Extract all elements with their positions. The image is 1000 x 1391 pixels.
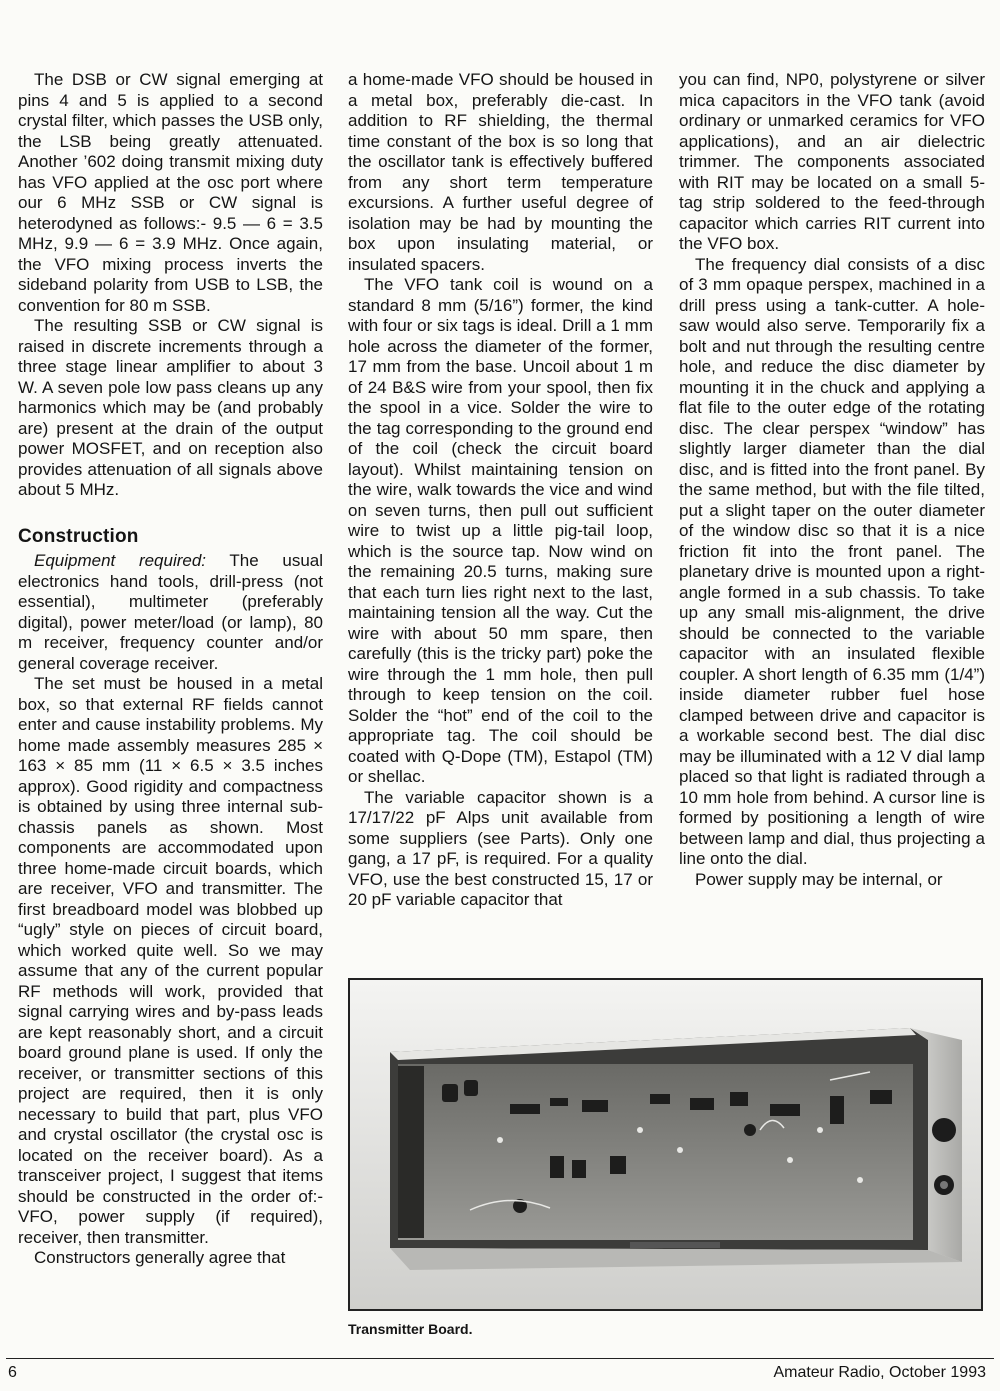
paragraph-text: The usual electronics hand tools, drill-press (not essential), multimeter (preferably digital), power meter/load (or lamp), 80 m receiver, frequency counter and/or general coverage receiver. (18, 551, 324, 673)
figure-caption: Transmitter Board. (348, 1321, 473, 1337)
paragraph: The VFO tank coil is wound on a standard 8 mm (5/16”) former, the kind with four or six tags is ideal. Drill a 1 mm hole across the diameter of the former, 17 mm from the base. Uncoil about 1 m of 24 B&S wire from your spool, then fix the spool in a vice. Solder the wire to the tag corresponding to the ground end of the coil (check the circuit board layout). Whilst maintaining tension on the wire, walk towards the vice and wind on seven turns, then pull out sufficient wire to twist up a little pig-tail loop, which is the source tap. Now wind on the remaining 20.5 turns, making sure that each turn lies right next to the last, maintaining tension all the way. Cut the wire with about 50 mm spare, then carefully (this is the tricky part) poke the wire through the 1 mm hole, then pull through to keep tension on the coil. Solder the “hot” end of the coil to the appropriate tag. The coil should be coated with Q-Dope (TM), Estapol (TM) or shellac. (348, 275, 653, 786)
footer-rule (6, 1358, 994, 1359)
column-3 (679, 70, 985, 890)
tuning-knob-icon (932, 1118, 956, 1142)
paragraph: The set must be housed in a metal box, so that external RF fields cannot enter and cause instability problems. My home made assembly measures 285 × 163 × 85 mm (11 × 6.5 × 3.5 inches approx). Good rigidity and compactness is obtained by using three internal sub-chassis panels as shown. Most components are accommodated upon three home-made circuit boards, which are receiver, VFO and transmitter. The first breadboard model was blobbed up “ugly” style on pieces of circuit board, which worked quite well. So we may assume that any of the current popular RF methods will work, provided that signal carrying wires and by-pass leads are kept reasonably short, and a circuit board ground plane is used. If only the receiver, or transmitter sections of this project are required, then it is only necessary to build that part, plus VFO and crystal oscillator (the crystal osc is located on the receiver board). As a transceiver project, I suggest that items should be constructed in the order of:- VFO, power supply (if required), receiver, then transmitter. (18, 674, 323, 1247)
lead-in: Equipment required: (34, 551, 207, 570)
paragraph (18, 551, 323, 674)
paragraph: The resulting SSB or CW signal is raised in discrete increments through a three stage linear amplifier to about 3 W. A seven pole low pass cleans up any harmonics which may be (and probably are) present at the drain of the output power MOSFET, and on reception also provides attenuation of all signals above about 5 MHz. (18, 316, 323, 499)
transmitter-board-photo (348, 978, 983, 1311)
paragraph: Constructors generally agree that (34, 1248, 286, 1267)
paragraph: The variable capacitor shown is a 17/17/22 pF Alps unit available from some suppliers (see Parts). Only one gang, a 17 pF, is required. For a quality VFO, use the best constructed 15, 17 or 20 pF variable capacitor that (348, 787, 653, 909)
paragraph: Power supply may be internal, or (695, 869, 943, 889)
paragraph: The frequency dial consists of a disc of 3 mm opaque perspex, machined in a drill press using a tank-cutter. A hole-saw would also serve. Temporarily fix a bolt and nut through the resulting centre hole, and reduce the disc diameter by mounting it in the chuck and applying a flat file to the outer edge of the rotating disc. The clear perspex “window” has slightly larger diameter than the dial disc, and is fitted into the front panel. By the same method, but with the file tilted, put a slight taper on the outer diameter of the window disc so that it is a nice friction fit into the front panel. The planetary drive is mounted upon a right-angle formed in a sub chassis. To take up any small mis-alignment, the drive should be connected to the variable capacitor with an insulated flexible coupler. A short length of 6.35 mm (1/4”) inside diameter rubber fuel hose clamped between drive and capacitor is a workable second best. The dial disc may be illuminated with a 12 V dial lamp placed so that light is radiated through a 10 mm hole from behind. A cursor line is formed by positioning a length of wire between lamp and dial, thus projecting a line onto the dial. (679, 254, 985, 868)
paragraph: you can find, NP0, polystyrene or silver mica capacitors in the VFO tank (avoid ordinary or unmarked ceramics for VFO applications), and an air dielectric trimmer. The components associated with RIT may be located on a small 5-tag strip soldered to the feed-through capacitor which carries RIT current into the VFO box. (679, 70, 985, 253)
publication-footer: Amateur Radio, October 1993 (773, 1364, 986, 1381)
page-number: 6 (8, 1364, 17, 1381)
paragraph: The DSB or CW signal emerging at pins 4 and 5 is applied to a second crystal filter, which passes the USB only, the LSB being greatly attenuated. Another ’602 doing transmit mixing duty has VFO applied at the osc port where our 6 MHz SSB or CW signal is heterodyned as follows:- 9.5 — 6 = 3.5 MHz, 9.9 — 6 = 3.9 MHz. Once again, the VFO mixing process inverts the sideband polarity from USB to LSB, the convention for 80 m SSB. (18, 70, 323, 315)
section-heading: Construction (18, 525, 139, 547)
paragraph: a home-made VFO should be housed in a metal box, preferably die-cast. In addition to RF shielding, the thermal time constant of the box is so long that the oscillator tank is effectively buffered from any short term temperature excursions. A further useful degree of isolation may be had by mounting the box upon insulating material, or insulated spacers. (348, 70, 653, 274)
column-2 (348, 70, 653, 911)
column-1 (18, 70, 323, 1269)
